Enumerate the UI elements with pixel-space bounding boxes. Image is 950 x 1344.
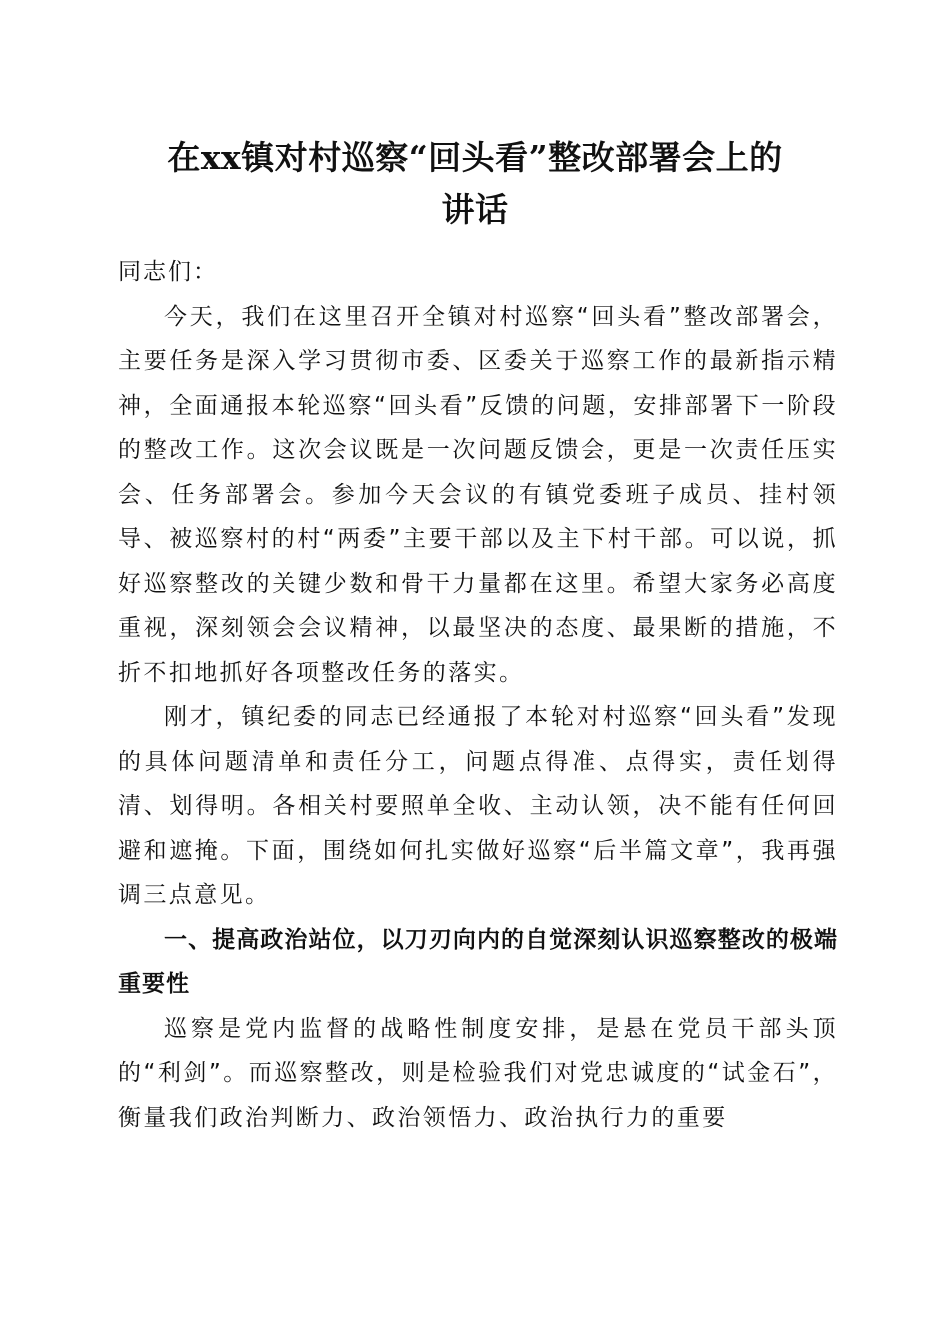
- document-title: [110, 132, 840, 236]
- title-line-1: 在xx镇对村巡察“回头看”整改部署会上的: [167, 138, 783, 177]
- document-body: [118, 250, 838, 1140]
- paragraph-notice: 刚才，镇纪委的同志已经通报了本轮对村巡察“回头看”发现的具体问题清单和责任分工，问题点得准、点得实，责任划得清、划得明。各相关村要照单全收、主动认领，决不能有任何回避和遮掩。下面，围绕如何扎实做好巡察“后半篇文章”，我再强调三点意见。: [118, 704, 838, 908]
- section-1-paragraph: 巡察是党内监督的战略性制度安排，是悬在党员干部头顶的“利剑”。而巡察整改，则是检验我们对党忠诚度的“试金石”，衡量我们政治判断力、政治领悟力、政治执行力的重要: [118, 1015, 838, 1131]
- paragraph-opening: 今天，我们在这里召开全镇对村巡察“回头看”整改部署会，主要任务是深入学习贯彻市委、区委关于巡察工作的最新指示精神，全面通报本轮巡察“回头看”反馈的问题，安排部署下一阶段的整改工作。这次会议既是一次问题反馈会，更是一次责任压实会、任务部署会。参加今天会议的有镇党委班子成员、挂村领导、被巡察村的村“两委”主要干部以及主下村干部。可以说，抓好巡察整改的关键少数和骨干力量都在这里。希望大家务必高度重视，深刻领会会议精神，以最坚决的态度、最果断的措施，不折不扣地抓好各项整改任务的落实。: [118, 303, 838, 686]
- title-line-2: 讲话: [441, 190, 509, 229]
- section-heading-1: 一、提高政治站位，以刀刃向内的自觉深刻认识巡察整改的极端重要性: [118, 926, 838, 997]
- salutation: 同志们：: [118, 259, 218, 285]
